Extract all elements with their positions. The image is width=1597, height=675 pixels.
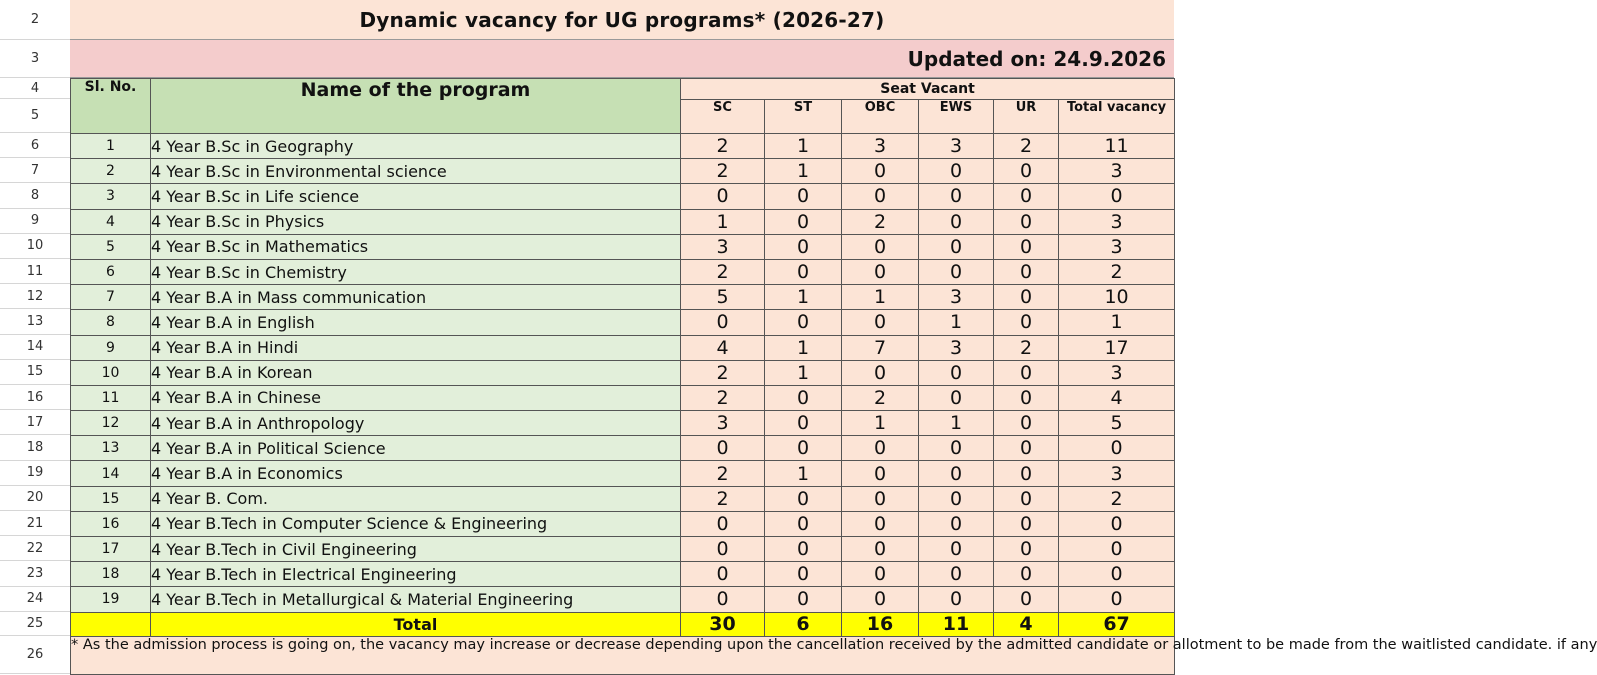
obc-cell: 0 xyxy=(842,537,919,562)
st-cell: 0 xyxy=(765,184,842,209)
ur-cell: 0 xyxy=(994,184,1059,209)
totals-empty-cell xyxy=(71,612,151,636)
program-name-cell: 4 Year B.A in English xyxy=(151,310,681,335)
ews-cell: 0 xyxy=(919,562,994,587)
table-row xyxy=(71,385,1175,410)
ews-cell: 3 xyxy=(919,285,994,310)
total-cell: 17 xyxy=(1059,335,1175,360)
row-number[interactable]: 25 xyxy=(0,612,70,636)
ews-cell: 1 xyxy=(919,310,994,335)
obc-cell: 0 xyxy=(842,259,919,284)
total-cell: 2 xyxy=(1059,259,1175,284)
row-number[interactable]: 26 xyxy=(0,636,70,674)
st-cell: 0 xyxy=(765,587,842,612)
st-cell: 1 xyxy=(765,159,842,184)
ews-cell: 0 xyxy=(919,587,994,612)
sl-no-cell: 16 xyxy=(71,511,151,536)
ur-cell: 0 xyxy=(994,234,1059,259)
ur-cell: 0 xyxy=(994,562,1059,587)
st-cell: 1 xyxy=(765,285,842,310)
st-cell: 0 xyxy=(765,537,842,562)
sl-no-cell: 18 xyxy=(71,562,151,587)
row-number[interactable]: 10 xyxy=(0,234,70,259)
program-name-cell: 4 Year B.Sc in Mathematics xyxy=(151,234,681,259)
row-number[interactable]: 2 xyxy=(0,0,70,40)
st-cell: 0 xyxy=(765,411,842,436)
total-cell: 3 xyxy=(1059,234,1175,259)
sc-cell: 2 xyxy=(681,134,765,159)
sc-cell: 2 xyxy=(681,259,765,284)
ur-cell: 0 xyxy=(994,587,1059,612)
total-cell: 0 xyxy=(1059,184,1175,209)
row-number[interactable]: 13 xyxy=(0,309,70,334)
sc-cell: 2 xyxy=(681,486,765,511)
header-ur: UR xyxy=(994,100,1059,134)
sc-cell: 0 xyxy=(681,562,765,587)
ews-cell: 0 xyxy=(919,385,994,410)
sc-cell: 1 xyxy=(681,209,765,234)
ews-cell: 0 xyxy=(919,234,994,259)
program-name-cell: 4 Year B.Tech in Civil Engineering xyxy=(151,537,681,562)
sc-cell: 0 xyxy=(681,184,765,209)
row-number[interactable]: 4 xyxy=(0,78,70,99)
row-number[interactable]: 21 xyxy=(0,511,70,536)
ews-cell: 0 xyxy=(919,486,994,511)
sc-cell: 3 xyxy=(681,234,765,259)
st-cell: 1 xyxy=(765,360,842,385)
table-row xyxy=(71,537,1175,562)
obc-cell: 7 xyxy=(842,335,919,360)
obc-cell: 2 xyxy=(842,385,919,410)
table-row xyxy=(71,461,1175,486)
st-cell: 0 xyxy=(765,259,842,284)
obc-cell: 0 xyxy=(842,310,919,335)
obc-cell: 0 xyxy=(842,587,919,612)
st-cell: 0 xyxy=(765,511,842,536)
header-total-vacancy: Total vacancy xyxy=(1059,100,1175,134)
total-cell: 2 xyxy=(1059,486,1175,511)
row-number[interactable]: 6 xyxy=(0,133,70,158)
sl-no-cell: 9 xyxy=(71,335,151,360)
ews-cell: 0 xyxy=(919,537,994,562)
ur-cell: 0 xyxy=(994,385,1059,410)
st-cell: 0 xyxy=(765,209,842,234)
sc-cell: 2 xyxy=(681,385,765,410)
program-name-cell: 4 Year B.Sc in Chemistry xyxy=(151,259,681,284)
program-name-cell: 4 Year B.A in Hindi xyxy=(151,335,681,360)
table-row xyxy=(71,335,1175,360)
st-cell: 0 xyxy=(765,234,842,259)
total-cell: 0 xyxy=(1059,436,1175,461)
ews-cell: 1 xyxy=(919,411,994,436)
sl-no-cell: 8 xyxy=(71,310,151,335)
vacancy-table xyxy=(70,78,1597,675)
total-cell: 0 xyxy=(1059,587,1175,612)
obc-cell: 0 xyxy=(842,159,919,184)
ur-cell: 0 xyxy=(994,310,1059,335)
sc-cell: 4 xyxy=(681,335,765,360)
ur-cell: 0 xyxy=(994,411,1059,436)
program-name-cell: 4 Year B.Sc in Physics xyxy=(151,209,681,234)
sl-no-cell: 12 xyxy=(71,411,151,436)
sc-cell: 0 xyxy=(681,537,765,562)
row-number[interactable]: 12 xyxy=(0,284,70,309)
st-cell: 0 xyxy=(765,385,842,410)
ur-cell: 0 xyxy=(994,461,1059,486)
sl-no-cell: 2 xyxy=(71,159,151,184)
table-row xyxy=(71,310,1175,335)
table-row xyxy=(71,159,1175,184)
total-cell: 0 xyxy=(1059,562,1175,587)
sc-cell: 0 xyxy=(681,436,765,461)
header-program: Name of the program xyxy=(151,79,681,134)
row-number[interactable]: 20 xyxy=(0,486,70,511)
obc-cell: 0 xyxy=(842,184,919,209)
total-cell: 10 xyxy=(1059,285,1175,310)
sl-no-cell: 19 xyxy=(71,587,151,612)
sl-no-cell: 15 xyxy=(71,486,151,511)
program-name-cell: 4 Year B.A in Mass communication xyxy=(151,285,681,310)
ur-cell: 2 xyxy=(994,335,1059,360)
sl-no-cell: 17 xyxy=(71,537,151,562)
footnote: * As the admission process is going on, the vacancy may increase or decrease depending upon the cancellation received by the admitted candidate or allotment to be made from the waitlisted candidate. if any xyxy=(71,636,1175,674)
sl-no-cell: 4 xyxy=(71,209,151,234)
ur-cell: 0 xyxy=(994,159,1059,184)
total-ur-cell: 4 xyxy=(994,612,1059,636)
sl-no-cell: 1 xyxy=(71,134,151,159)
obc-cell: 0 xyxy=(842,461,919,486)
sc-cell: 0 xyxy=(681,587,765,612)
total-sc-cell: 30 xyxy=(681,612,765,636)
st-cell: 0 xyxy=(765,310,842,335)
ews-cell: 0 xyxy=(919,511,994,536)
ews-cell: 0 xyxy=(919,360,994,385)
program-name-cell: 4 Year B.A in Anthropology xyxy=(151,411,681,436)
ur-cell: 0 xyxy=(994,285,1059,310)
ews-cell: 0 xyxy=(919,159,994,184)
ews-cell: 0 xyxy=(919,209,994,234)
table-row xyxy=(71,360,1175,385)
ews-cell: 0 xyxy=(919,184,994,209)
header-sc: SC xyxy=(681,100,765,134)
sl-no-cell: 11 xyxy=(71,385,151,410)
st-cell: 1 xyxy=(765,335,842,360)
total-total-cell: 67 xyxy=(1059,612,1175,636)
row-number[interactable]: 19 xyxy=(0,461,70,486)
header-obc: OBC xyxy=(842,100,919,134)
sc-cell: 0 xyxy=(681,310,765,335)
obc-cell: 0 xyxy=(842,486,919,511)
ews-cell: 3 xyxy=(919,335,994,360)
table-row xyxy=(71,562,1175,587)
program-name-cell: 4 Year B.Tech in Electrical Engineering xyxy=(151,562,681,587)
row-number[interactable]: 8 xyxy=(0,183,70,208)
ur-cell: 0 xyxy=(994,209,1059,234)
total-ews-cell: 11 xyxy=(919,612,994,636)
st-cell: 0 xyxy=(765,436,842,461)
row-number[interactable]: 15 xyxy=(0,360,70,385)
row-number[interactable]: 5 xyxy=(0,99,70,133)
row-number[interactable]: 14 xyxy=(0,335,70,360)
table-row xyxy=(71,587,1175,612)
ur-cell: 0 xyxy=(994,511,1059,536)
program-name-cell: 4 Year B.Tech in Computer Science & Engineering xyxy=(151,511,681,536)
row-number[interactable]: 3 xyxy=(0,40,70,78)
sl-no-cell: 7 xyxy=(71,285,151,310)
sl-no-cell: 13 xyxy=(71,436,151,461)
total-cell: 3 xyxy=(1059,360,1175,385)
total-cell: 0 xyxy=(1059,511,1175,536)
st-cell: 1 xyxy=(765,134,842,159)
header-row-1 xyxy=(71,79,1175,100)
header-seat-vacant: Seat Vacant xyxy=(681,79,1175,100)
updated-date: Updated on: 24.9.2026 xyxy=(70,40,1174,78)
row-number[interactable]: 23 xyxy=(0,561,70,586)
total-cell: 0 xyxy=(1059,537,1175,562)
total-st-cell: 6 xyxy=(765,612,842,636)
table-row xyxy=(71,436,1175,461)
obc-cell: 0 xyxy=(842,436,919,461)
total-cell: 4 xyxy=(1059,385,1175,410)
sl-no-cell: 6 xyxy=(71,259,151,284)
program-name-cell: 4 Year B.Sc in Environmental science xyxy=(151,159,681,184)
row-number[interactable]: 22 xyxy=(0,536,70,561)
ews-cell: 0 xyxy=(919,259,994,284)
totals-label: Total xyxy=(151,612,681,636)
row-number[interactable]: 7 xyxy=(0,158,70,183)
total-cell: 3 xyxy=(1059,159,1175,184)
total-cell: 11 xyxy=(1059,134,1175,159)
sl-no-cell: 3 xyxy=(71,184,151,209)
obc-cell: 3 xyxy=(842,134,919,159)
program-name-cell: 4 Year B.Tech in Metallurgical & Material Engineering xyxy=(151,587,681,612)
obc-cell: 0 xyxy=(842,234,919,259)
ews-cell: 0 xyxy=(919,461,994,486)
ur-cell: 0 xyxy=(994,259,1059,284)
ews-cell: 3 xyxy=(919,134,994,159)
program-name-cell: 4 Year B.A in Chinese xyxy=(151,385,681,410)
program-name-cell: 4 Year B.A in Korean xyxy=(151,360,681,385)
sl-no-cell: 14 xyxy=(71,461,151,486)
sc-cell: 2 xyxy=(681,461,765,486)
header-ews: EWS xyxy=(919,100,994,134)
ur-cell: 2 xyxy=(994,134,1059,159)
total-cell: 3 xyxy=(1059,209,1175,234)
header-st: ST xyxy=(765,100,842,134)
row-number[interactable]: 18 xyxy=(0,435,70,460)
st-cell: 1 xyxy=(765,461,842,486)
obc-cell: 1 xyxy=(842,285,919,310)
row-number[interactable]: 9 xyxy=(0,209,70,234)
total-cell: 3 xyxy=(1059,461,1175,486)
row-number[interactable]: 17 xyxy=(0,410,70,435)
table-row xyxy=(71,184,1175,209)
table-row xyxy=(71,259,1175,284)
obc-cell: 0 xyxy=(842,360,919,385)
sc-cell: 2 xyxy=(681,360,765,385)
total-cell: 5 xyxy=(1059,411,1175,436)
total-obc-cell: 16 xyxy=(842,612,919,636)
sc-cell: 2 xyxy=(681,159,765,184)
ur-cell: 0 xyxy=(994,436,1059,461)
table-row xyxy=(71,511,1175,536)
row-number[interactable]: 24 xyxy=(0,587,70,612)
totals-row xyxy=(71,612,1175,636)
st-cell: 0 xyxy=(765,562,842,587)
sl-no-cell: 10 xyxy=(71,360,151,385)
row-number[interactable]: 11 xyxy=(0,259,70,284)
table-row xyxy=(71,486,1175,511)
ews-cell: 0 xyxy=(919,436,994,461)
sc-cell: 5 xyxy=(681,285,765,310)
ur-cell: 0 xyxy=(994,486,1059,511)
total-cell: 1 xyxy=(1059,310,1175,335)
obc-cell: 0 xyxy=(842,511,919,536)
sheet-title: Dynamic vacancy for UG programs* (2026-27) xyxy=(70,0,1174,40)
header-sl-no: Sl. No. xyxy=(71,79,151,134)
sc-cell: 3 xyxy=(681,411,765,436)
footnote-row xyxy=(71,636,1175,674)
ur-cell: 0 xyxy=(994,360,1059,385)
program-name-cell: 4 Year B.A in Political Science xyxy=(151,436,681,461)
sl-no-cell: 5 xyxy=(71,234,151,259)
sc-cell: 0 xyxy=(681,511,765,536)
obc-cell: 0 xyxy=(842,562,919,587)
st-cell: 0 xyxy=(765,486,842,511)
table-row xyxy=(71,411,1175,436)
obc-cell: 1 xyxy=(842,411,919,436)
table-row xyxy=(71,285,1175,310)
table-row xyxy=(71,234,1175,259)
obc-cell: 2 xyxy=(842,209,919,234)
program-name-cell: 4 Year B.Sc in Life science xyxy=(151,184,681,209)
program-name-cell: 4 Year B.Sc in Geography xyxy=(151,134,681,159)
program-name-cell: 4 Year B. Com. xyxy=(151,486,681,511)
ur-cell: 0 xyxy=(994,537,1059,562)
table-row xyxy=(71,134,1175,159)
program-name-cell: 4 Year B.A in Economics xyxy=(151,461,681,486)
row-number[interactable]: 16 xyxy=(0,385,70,410)
table-row xyxy=(71,209,1175,234)
